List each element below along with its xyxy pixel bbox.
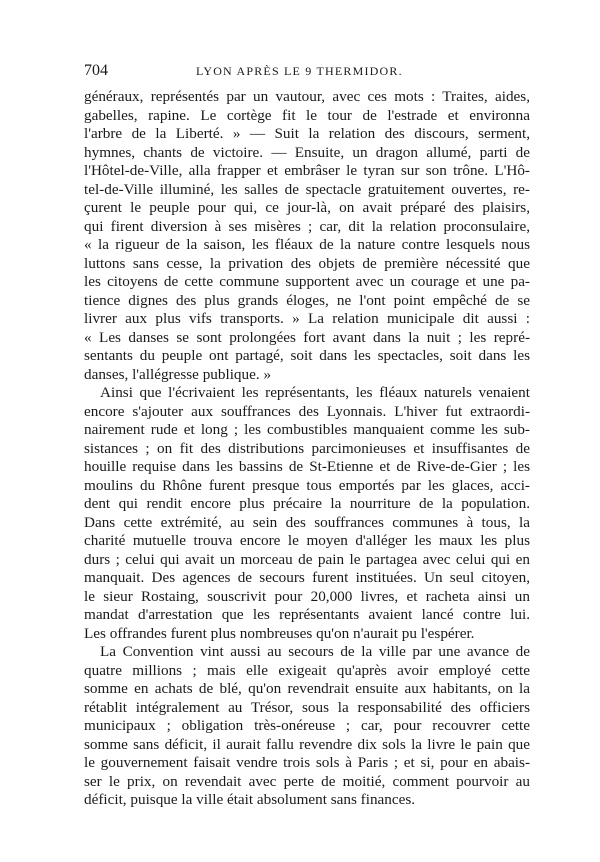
text-line: municipaux ; obligation très-onéreuse ; car, pour recouvrer cette [84, 717, 530, 734]
text-line: çurent le peuple pour qui, ce jour-là, on avait préparé des plaisirs, [84, 199, 530, 216]
text-line: hymnes, chants de victoire. — Ensuite, un dragon allumé, parti de [84, 143, 530, 161]
text-line: dent qui rendit encore plus précaire la nourriture de la population. [84, 495, 530, 512]
text-line: déficit, puisque la ville était absolument sans finances. [84, 791, 416, 808]
text-line: Les offrandes furent plus nombreuses qu'on n'aurait pu l'espérer. [84, 624, 475, 642]
text-line: le sieur Rostaing, souscrivit pour 20,000 livres, et racheta ainsi un [84, 587, 530, 605]
page-header [84, 61, 530, 81]
text-line: moulins du Rhône furent presque tous emportés par les glaces, acci- [84, 476, 530, 494]
text-line: danses, l'allégresse publique. » [84, 365, 272, 383]
text-line: gabelles, rapine. Le cortège fit le tour de l'estrade et environna [84, 106, 530, 124]
text-line: tel-de-Ville illuminé, les salles de spectacle gratuitement ouvertes, re- [84, 180, 530, 198]
text-line: ser le prix, on revendait avec perte de moitié, comment pourvoir au [84, 772, 530, 790]
text-line: « la rigueur de la saison, les fléaux de la nature contre lesquels nous [84, 236, 530, 253]
text-line: charité mutuelle trouva encore le moyen d'alléger les maux les plus [84, 532, 530, 549]
text-line: l'Hôtel-de-Ville, alla frapper et embrâser le tyran sur son trône. L'Hô- [84, 162, 530, 179]
text-line: les citoyens de cette commune supportent avec un courage et une pa- [84, 273, 530, 290]
text-line: sistances ; on fit des distributions parcimonieuses et insuffisantes de [84, 439, 530, 457]
text-line: « Les danses se sont prolongées fort avant dans la nuit ; les repré- [84, 328, 530, 346]
text-line: Ainsi que l'écrivaient les représentants, les fléaux naturels venaient [100, 384, 530, 401]
text-line: encore s'ajouter aux souffrances des Lyonnais. L'hiver fut extraordi- [84, 402, 530, 420]
body-text [84, 88, 530, 810]
text-line: somme sans déficit, il aurait fallu revendre dix sols la livre le pain que [84, 735, 530, 753]
text-line: nairement rude et long ; les combustibles manquaient comme les sub- [84, 421, 530, 438]
page-number: 704 [84, 62, 108, 79]
text-line: houille requise dans les bassins de St-Etienne et de Rive-de-Gier ; les [84, 458, 530, 475]
text-line: somme en achats de blé, qu'on revendrait ensuite aux habitants, on la [84, 680, 530, 697]
text-line: La Convention vint aussi au secours de la ville par une avance de [100, 643, 530, 660]
text-line: le gouvernement faisait vendre trois sols à Paris ; et si, pour en abais- [84, 754, 530, 771]
text-line: luttons sans cesse, la privation des objets de première nécessité que [84, 254, 530, 272]
text-line: sentants du peuple ont partagé, soit dans les spectacles, soit dans les [84, 347, 530, 364]
running-head: LYON APRÈS LE 9 THERMIDOR. [196, 64, 403, 78]
text-line: durs ; celui qui avait un morceau de pain le partagea avec celui qui en [84, 550, 530, 568]
text-line: quatre millions ; mais elle exigeait qu'après avoir employé cette [84, 661, 530, 679]
text-line: Dans cette extrémité, au sein des souffrances communes à tous, la [84, 513, 530, 531]
text-line: généraux, représentés par un vautour, avec ces mots : Traites, aides, [84, 88, 530, 105]
text-line: mandat d'arrestation que les représentants avaient lancé contre lui. [84, 606, 530, 623]
text-line: rétablit intégralement au Trésor, sous la responsabilité des officiers [84, 698, 530, 716]
text-line: l'arbre de la Liberté. » — Suit la relation des discours, serment, [84, 125, 530, 142]
text-line: livrer aux plus vifs transports. » La relation municipale dit aussi : [84, 310, 530, 327]
text-line: manquait. Des agences de secours furent instituées. Un seul citoyen, [84, 569, 530, 586]
text-line: tience dignes des plus grands éloges, ne l'ont point empêché de se [84, 291, 530, 309]
text-line: qui firent diversion à ses misères ; car, dit la relation proconsulaire, [84, 217, 530, 235]
